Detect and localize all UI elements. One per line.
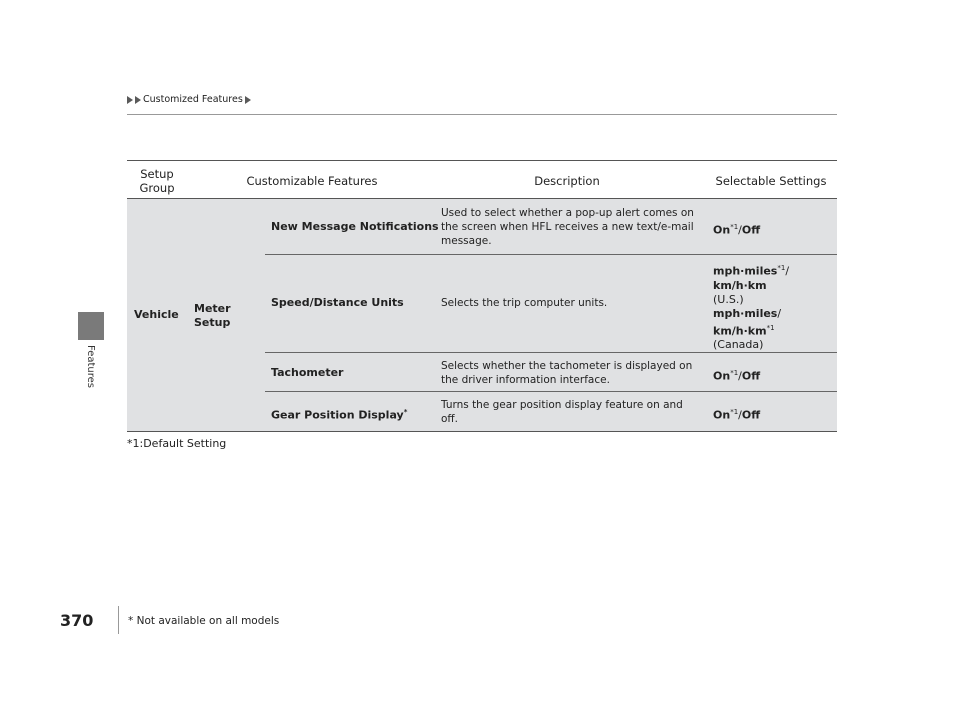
setup-group-cell: Vehicle <box>134 308 179 321</box>
table-row-settings: mph·miles$^{*1}$/ km/h·km (U.S.) mph·miles/ $km/h\cdot km^{*1}$ (Canada) <box>713 264 790 352</box>
section-tab-marker <box>78 312 104 340</box>
breadcrumb-arrow-icon <box>127 96 133 104</box>
table-row-settings: On$^{*1}$/Off <box>713 223 761 237</box>
breadcrumb-arrow-icon <box>135 96 141 104</box>
table-row-feature: Speed/Distance Units <box>271 296 404 309</box>
settings-table <box>127 198 837 432</box>
row-divider <box>265 254 837 255</box>
column-header-settings: Selectable Settings <box>715 174 827 188</box>
column-header-setup-group: Setup Group <box>139 167 175 195</box>
availability-footnote: * Not available on all models <box>128 615 280 627</box>
page-number: 370 <box>60 611 94 630</box>
table-row-feature: Tachometer <box>271 366 344 379</box>
footer-divider <box>118 606 119 634</box>
table-row-settings: On$^{*1}$/Off <box>713 408 761 422</box>
table-row-settings: On$^{*1}$/Off <box>713 369 761 383</box>
default-setting-note: *1:Default Setting <box>127 437 227 450</box>
table-row-feature: Gear Position Display* <box>271 408 408 422</box>
table-row-description: Turns the gear position display feature on and off. <box>441 399 683 425</box>
breadcrumb-arrow-icon <box>245 96 251 104</box>
column-header-features: Customizable Features <box>246 174 378 188</box>
column-header-description: Description <box>534 174 600 188</box>
table-row-description: Selects whether the tachometer is displayed on the driver information interface. <box>441 360 693 386</box>
row-divider <box>265 391 837 392</box>
setup-subgroup-cell: Meter Setup <box>194 302 231 329</box>
breadcrumb <box>127 94 251 105</box>
table-row-description: Selects the trip computer units. <box>441 297 608 309</box>
breadcrumb-label: Customized Features <box>143 94 243 105</box>
table-row-description: Used to select whether a pop-up alert comes on the screen when HFL receives a new text/e-mail message. <box>441 207 694 247</box>
header-rule <box>127 114 837 115</box>
table-header <box>127 160 837 199</box>
section-tab-label: Features <box>85 345 96 388</box>
table-row-feature: New Message Notifications <box>271 220 439 233</box>
